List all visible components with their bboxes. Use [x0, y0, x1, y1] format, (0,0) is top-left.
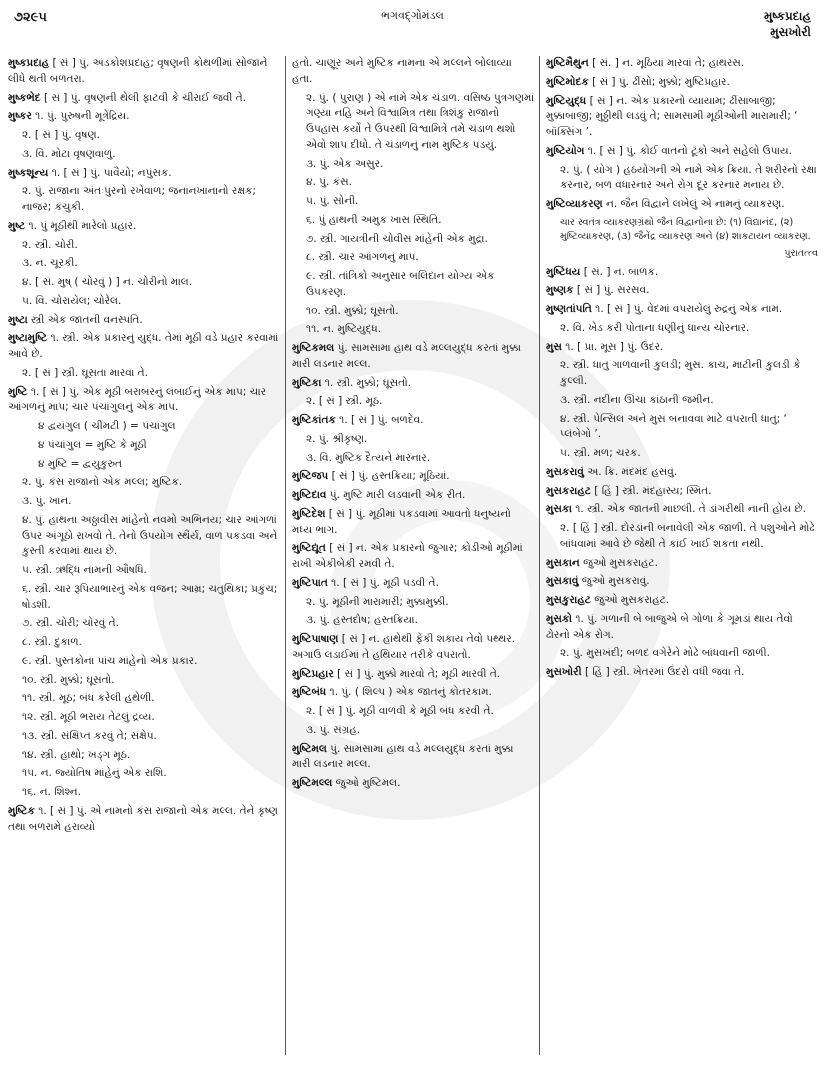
- entry-source: [546, 247, 818, 261]
- entry-headword: મુસખોરી: [546, 666, 582, 678]
- entry-sense: [546, 646, 818, 662]
- entry-sense: [8, 635, 280, 651]
- entry-headword: મુષ્કર: [8, 110, 32, 123]
- entry-definition: ૪. [ સં. મુષ્ ( ચોરવું ) ] ન. ચોરીનો માલ.: [22, 276, 193, 288]
- entry-sense: [8, 419, 280, 435]
- entry-headword: મુસકાન: [546, 556, 580, 569]
- entry-headword: મુસકરાહટ: [546, 484, 591, 497]
- dictionary-entry: [546, 302, 818, 318]
- entry-sense: [8, 710, 280, 726]
- entry-headword: મુષ્ટિયુદ્ધ: [546, 94, 587, 107]
- entry-definition: ૧૦. સ્ત્રી. મુક્કો; ઘૂસતો.: [22, 673, 115, 686]
- dictionary-entry: [546, 75, 818, 91]
- entry-headword: મુષ્ટિદ્યૂત: [292, 542, 326, 555]
- dictionary-entry: [8, 91, 280, 107]
- entry-definition: ૨. પું. મુસખંદી; બળદ વગેરેને મોઢે બાંધવાની જાળી.: [560, 647, 770, 660]
- entry-sense: [546, 163, 818, 195]
- entry-definition: ૮. સ્ત્રી. ચાર આંગળનું માપ.: [306, 251, 419, 264]
- entry-definition: ૧૧. સ્ત્રી. મૂઠ; બંધ કરેલી હથેળી.: [22, 692, 155, 705]
- entry-definition: ૩. વિ. મુષ્ટિક દૈત્યને મારનાર.: [306, 451, 431, 464]
- entry-headword: મુષ્ણક: [546, 284, 574, 297]
- dictionary-entry: [8, 385, 280, 417]
- dictionary-entry: [546, 283, 818, 299]
- dictionary-entry: [546, 265, 818, 281]
- entry-definition: [ સં ] પું. અંડકોશપ્રદાહ; વૃષણની કોથળીમાં સોજાને લીધે થતી બળતરા.: [8, 57, 268, 85]
- dictionary-entry: [546, 340, 818, 356]
- entry-definition: ૧. સ્ત્રી. મુક્કો; ઘૂસતો.: [324, 376, 412, 389]
- dictionary-entry: [546, 465, 818, 481]
- entry-headword: મુષ્ટિમોદક: [546, 75, 589, 88]
- entry-sense: [8, 582, 280, 614]
- dictionary-entry: [8, 331, 280, 363]
- dictionary-entry: [546, 484, 818, 500]
- entry-definition: [ સં ] પું. મૂઠીમાં પકડવામાં આવતો ધનુષ્યનો મધ્ય ભાગ.: [292, 507, 511, 536]
- entry-sense: [8, 748, 280, 764]
- entry-definition: ૩. પું. એક અસુર.: [306, 157, 384, 170]
- entry-definition: ૧. પું મૂઠીથી મારેલો પ્રહાર.: [28, 219, 137, 232]
- entry-sense: [8, 563, 280, 579]
- entry-sense: [8, 513, 280, 560]
- entry-sense: [292, 704, 534, 720]
- entry-definition: ૨. પું. ( યોગ ) હઠયોગની એ નામે એક ક્રિયા. તે શરીરનો રક્ષા કરનાર, બળ વધારનાર અને રોગ દૂર કરનાર મનાય છે.: [560, 163, 817, 192]
- entry-definition: ૨. [ સં ] પું. મૂઠી વાળવી કે મૂઠી બંધ કરવી તે.: [306, 705, 494, 717]
- entry-headword: મુષ્ટિવ્યાકરણ: [546, 198, 603, 210]
- entry-definition: ૩. પું. હસ્તદોષ; હસ્તક્રિયા.: [306, 614, 418, 627]
- entry-definition: [ સં ] ન. એક પ્રકારનો જુગાર; કોડીઓ મૂઠીમાં રાખી એકીબેકી રમવી તે.: [292, 542, 523, 570]
- entry-sense: [292, 613, 534, 629]
- dictionary-entry: [292, 742, 534, 774]
- entry-definition: ૪. પું. કંસ.: [306, 176, 352, 189]
- entry-sense: [8, 691, 280, 707]
- entry-sense: [292, 322, 534, 338]
- dictionary-entry: [292, 507, 534, 539]
- entry-headword: મુષ્ટિપ્રહાર: [292, 667, 334, 680]
- entry-definition: [ સં ] ન. હાથેથી ફેંકી શકાય તેવો પથ્થર. અગાઉ લડાઈમાં તે હથિયાર તરીકે વપરાતો.: [292, 633, 516, 661]
- entry-sense: [292, 269, 534, 301]
- entry-sense: [292, 250, 534, 266]
- dictionary-entry: [292, 376, 534, 392]
- entry-definition: ૫. સ્ત્રી. મળ; ચરક.: [560, 447, 641, 459]
- entry-definition: [ સં ] પું. વૃષણની થેલી ફાટવી કે ચીરાઈ જવી તે.: [44, 91, 247, 104]
- column-1: [8, 56, 280, 1061]
- entry-sense: [546, 412, 818, 444]
- entry-definition: [ સં ] પું. હસ્તક્રિયા; મૂઠિયાં.: [331, 470, 450, 483]
- entry-sense: [8, 654, 280, 670]
- entry-definition: ચાર સ્વતંત્ર વ્યાકરણગ્રંથો જૈન વિદ્વાનોના છે: (૧) વિદ્યાનંદ, (૨) મુષ્ટિવ્યાકરણ, (૩) જૈનેંદ્ર વ્યાકરણ અને (૪) શાકટાયન વ્યાકરણ.: [560, 216, 811, 242]
- entry-definition: ૯. સ્ત્રી. તાંત્રિકો અનુસાર બલિદાન યોગ્ય એક ઉપકરણ.: [306, 270, 495, 298]
- column-divider: [285, 56, 286, 1055]
- entry-sense: [292, 232, 534, 248]
- entry-headword: મુષ્ટામુષ્ટિ: [8, 332, 48, 345]
- entry-definition: પું. સામસામા હાથ વડે મલ્લયુદ્ધ કરતાં મુક્કા મારી લડનાર મલ્લ.: [292, 742, 514, 771]
- entry-definition: ૧. પું. ( શિલ્પ ) એક જાતનું કોતરકામ.: [329, 686, 492, 699]
- entry-definition: ૨. પું. ( પુરાણ ) એ નામે એક ચંડાળ. વસિષ્ઠ પુત્રગણમાં ગણ્યા નહિ અને વિશ્વામિત્ર તથા ત્રિશંકુ રાજાનો ઉપહાસ કર્યો તે ઉપરથી વિશ્વામિત્રે તમે ચંડાળ થશો એવો શાપ દીધો. તે ચંડાળનું નામ મુષ્ટિક પડયું.: [306, 91, 534, 151]
- entry-definition: [ સં ] પું. ઢીંસો; મુક્કો; મુષ્ટિપ્રહાર.: [592, 75, 730, 88]
- page-number: ૭૨૯૫: [14, 10, 47, 25]
- entry-headword: મુષ્ટિપાત: [292, 576, 328, 589]
- entry-headword: મુષ્ટિમૈથુન: [546, 57, 589, 69]
- entry-sense: [292, 432, 534, 448]
- dictionary-entry: [292, 576, 534, 592]
- entry-definition: ૧. [ સં ] પું. વેદમાં વપરાયેલું રુદ્રનું એક નામ.: [595, 303, 783, 315]
- entry-sense: [292, 175, 534, 191]
- entry-sense: [8, 766, 280, 782]
- entry-definition: જુઓ મુસકરાવું.: [581, 575, 650, 588]
- entry-definition: ૯. સ્ત્રી. પુસ્તકોના પાંચ માંહેનો એક પ્રકાર.: [22, 654, 198, 667]
- entry-definition: ૧. [ સં ] પું. પાવૈયો; નપુંસક.: [51, 166, 172, 179]
- entry-sense: [8, 438, 280, 454]
- entry-sense: [292, 213, 534, 229]
- entry-definition: ૨. [ હિં ] સ્ત્રી. દોરડાંની બનાવેલી એક જાળી. તે પશુઓને મોઢે બાંધવામાં આવે છે જેથી તે કાંઈ ખાઈ શકતા નથી.: [560, 522, 815, 550]
- entry-note: [546, 216, 818, 245]
- entry-definition: ૨. [ સં ] સ્ત્રી. મૂઠ.: [306, 395, 383, 408]
- entry-definition: ૧. સ્ત્રી. એક પ્રકારનું યુદ્ધ. તેમાં મૂઠી વડે પ્રહાર કરવામાં આવે છે.: [8, 332, 279, 360]
- entry-sense: [8, 475, 280, 491]
- column-3: [546, 56, 818, 1061]
- entry-headword: મુષ્ટિજપ: [292, 470, 329, 483]
- dictionary-entry: [8, 166, 280, 182]
- dictionary-entry: [292, 341, 534, 373]
- entry-headword: મુષ્કશૂન્ય: [8, 166, 49, 179]
- entry-definition: ૭. સ્ત્રી. ગાયત્રીની ચોવીસ માંહેની એક મુદ્રા.: [306, 232, 488, 245]
- entry-definition: ૧૨. સ્ત્રી. મૂઠી ભરાય તેટલું દ્રવ્ય.: [22, 711, 155, 723]
- dictionary-entry: [292, 667, 534, 683]
- entry-headword: મુષ્ટિપાષાણ: [292, 633, 339, 645]
- entry-sense: [546, 393, 818, 409]
- entry-sense: [292, 304, 534, 320]
- column-divider: [539, 56, 540, 1055]
- page-header: [14, 8, 811, 44]
- entry-sense: [8, 256, 280, 272]
- entry-definition: [ સં ] પું. મુક્કો મારવો તે; મૂઠી મારવી તે.: [337, 667, 501, 680]
- column-2: [292, 56, 534, 1061]
- entry-definition: સ્ત્રી એક જાતની વનસ્પતિ.: [31, 313, 143, 326]
- entry-definition: ૩. ન. ચૂરકી.: [22, 257, 78, 270]
- entry-definition: ૧૫. ન. જ્યોતિષ માંહેનું એક રાશિ.: [22, 767, 167, 780]
- dictionary-entry: [546, 144, 818, 160]
- entry-definition: ૪ દ્વયંગુલ ( ચીમટી ) = પંચાંગુલ: [38, 420, 176, 432]
- entry-sense: [8, 729, 280, 745]
- entry-definition: ૧. [ પ્રા. મૂસ ] પું. ઉંદર.: [565, 340, 664, 353]
- entry-sense: [8, 673, 280, 689]
- entry-sense: [546, 358, 818, 390]
- running-title: ભગવદ્ગોમંડલ: [381, 9, 444, 22]
- entry-definition: ૧૦. સ્ત્રી. મુક્કો; ઘૂસતો.: [306, 304, 399, 317]
- entry-headword: મુસકરાવું: [546, 465, 584, 478]
- entry-sense: [292, 194, 534, 210]
- entry-headword: મુષ્કપ્રદાહ: [8, 57, 50, 69]
- dictionary-entry: [546, 94, 818, 141]
- entry-sense: [8, 128, 280, 144]
- guide-word-bottom: મુસખોરી: [770, 25, 811, 40]
- dictionary-entry: [546, 593, 818, 609]
- entry-definition: ૨. [ સં ] સ્ત્રી. ઘૂસતા મારવા તે.: [22, 366, 148, 379]
- entry-sense: [8, 457, 280, 473]
- entry-headword: મુસકો: [546, 612, 572, 625]
- dictionary-entry: [546, 502, 818, 518]
- dictionary-entry: [546, 574, 818, 590]
- entry-headword: મુષ્ટિબંધ: [292, 686, 327, 699]
- entry-definition: ૬. પું હાથની અમુક ખાસ સ્થિતિ.: [306, 213, 442, 226]
- dictionary-entry: [546, 197, 818, 213]
- entry-definition: ૭. સ્ત્રી. ચોરી; ચોરવું તે.: [22, 617, 119, 630]
- entry-sense: [8, 184, 280, 216]
- entry-definition: ૮. સ્ત્રી. દુકાળ.: [22, 636, 82, 648]
- entry-headword: મુષ્ટિ: [8, 385, 28, 398]
- dictionary-entry: [546, 612, 818, 644]
- dictionary-entry: [546, 56, 818, 72]
- entry-headword: મુસ: [546, 340, 562, 353]
- entry-sense: [292, 595, 534, 611]
- entry-sense: [8, 785, 280, 801]
- entry-definition: ૨. પું. કંસ રાજાનો એક મલ્લ; મુષ્ટિક.: [22, 476, 183, 489]
- entry-headword: મુષ્ટિદેશ: [292, 507, 326, 520]
- entry-definition: ૫. સ્ત્રી. ઋદ્ધિ નામની ઔષધિ.: [22, 564, 147, 576]
- entry-definition: ૨. વિ. ખેડ કરી પોતાના ધણીનું ધાન્ય ચોરનાર.: [560, 321, 750, 334]
- entry-sense: [8, 366, 280, 382]
- entry-definition: ૨. સ્ત્રી. ધાતુ ગાળવાની કુલડી; મુસ. કાચ, માટીની કુલડી કે કુલ્લી.: [560, 359, 801, 387]
- entry-definition: ૩. વિ. મોટા વૃષણવાળું.: [22, 147, 116, 160]
- entry-definition: [ હિં ] સ્ત્રી. ખેતરમાં ઉંદરો વધી જવા તે.: [584, 666, 745, 678]
- entry-definition: ૬. સ્ત્રી. ચાર રૂપિયાભારનું એક વજન; આમ્ર; ચતુથિકા; પ્રકુંચ; ષોડશી.: [22, 582, 278, 611]
- entry-sense: [8, 616, 280, 632]
- dictionary-entry: [292, 488, 534, 504]
- entry-headword: મુષ્ટિમલ: [292, 742, 327, 755]
- entry-headword: મુષ્ટિમલ્લ: [292, 777, 333, 789]
- dictionary-entry: [8, 109, 280, 125]
- entry-definition: ૧૪. સ્ત્રી. હાથો; ખડ્ગ મૂઠ.: [22, 748, 131, 761]
- dictionary-entry: [292, 469, 534, 485]
- entry-definition: જુઓ મુસકરાહટ.: [583, 556, 658, 569]
- entry-definition: પુરાતત્ત્વ: [784, 248, 818, 260]
- dictionary-entry: [8, 56, 280, 88]
- entry-definition: ૧. [ સં ] પું. બળદેવ.: [339, 414, 424, 426]
- entry-headword: મુષ્કભેદ: [8, 91, 41, 104]
- dictionary-entry: [8, 804, 280, 836]
- entry-sense: [546, 446, 818, 462]
- entry-definition: જુઓ મુસકરાહટ.: [594, 594, 670, 606]
- entry-definition: ૨. સ્ત્રી. ચોરી.: [22, 238, 78, 251]
- entry-headword: મુષ્ટિદાવ: [292, 489, 327, 501]
- entry-definition: ૪. સ્ત્રી. પેન્સિલ અને મુસ બનાવવા માટે વપરાતી ધાતુ; ‘ પ્લંબેગો ’.: [560, 412, 787, 441]
- entry-headword: મુષ્ટિકાંતક: [292, 414, 336, 426]
- entry-definition: ૨. પું. મૂઠીની મારામારી; મુક્કામુક્કી.: [306, 595, 449, 608]
- entry-definition: પું. સામસામા હાથ વડે મલ્લયુદ્ધ કરતાં મુક્કા મારી લડનાર મલ્લ.: [292, 342, 521, 370]
- entry-headword: મુષ્ટ: [8, 219, 26, 232]
- entry-sense: [292, 56, 534, 88]
- entry-definition: ૧૧. ન. મુષ્ટિયુદ્ધ.: [306, 323, 382, 336]
- dictionary-entry: [292, 541, 534, 573]
- entry-sense: [292, 394, 534, 410]
- entry-definition: જુઓ મુષ્ટિમલ.: [335, 777, 401, 789]
- entry-definition: ૨. પું. રાજાના અંતઃપુરનો રખેવાળ; જનાનખાનાનો રક્ષક; નાજર; કંચુકી.: [22, 185, 256, 213]
- entry-definition: પું. મુષ્ટિ મારી લડવાની એક રીત.: [329, 489, 466, 501]
- entry-definition: ૪ મુષ્ટિ = દ્વયુકુરુત: [38, 457, 122, 470]
- entry-definition: ૨. [ સં ] પું. વૃષણ.: [22, 129, 100, 141]
- entry-definition: અ. ક્રિ. મંદમંદ હસવું.: [587, 465, 678, 478]
- entry-sense: [292, 157, 534, 173]
- entry-headword: મુષ્ટા: [8, 313, 28, 326]
- dictionary-entry: [546, 665, 818, 681]
- entry-definition: ૧. [ સં ] પું. મૂઠી પડવી તે.: [331, 576, 439, 589]
- entry-sense: [8, 147, 280, 163]
- entry-headword: મુસકુરાહટ: [546, 594, 591, 606]
- entry-definition: ૧૩. સ્ત્રી. સંક્ષિપ્ત કરવું તે; સંક્ષેપ.: [22, 729, 157, 742]
- entry-definition: ૧. [ સં ] પું. એ નામનો કંસ રાજાનો એક મલ્લ. તેને કૃષ્ણ તથા બળરામે હરાવ્યો: [8, 804, 278, 833]
- entry-definition: ૩. પું. ખાન.: [22, 495, 72, 507]
- dictionary-entry: [546, 556, 818, 572]
- entry-definition: ૫. વિ. ચોરાયેલ; ચોરેલ.: [22, 294, 122, 307]
- entry-definition: [ સં. ] ન. મૂઠિયાં મારવાં તે; હાથરસ.: [592, 57, 745, 69]
- entry-sense: [8, 238, 280, 254]
- entry-definition: [ સં ] પું. સરસવ.: [576, 284, 650, 297]
- dictionary-entry: [292, 413, 534, 429]
- dictionary-entry: [8, 313, 280, 329]
- entry-definition: ૧. પું. ગળાની બે બાજુએ બે ગોળા કે ગૂમડાં થાય તેવો ઢોરનો એક રોગ.: [546, 612, 793, 641]
- entry-sense: [8, 294, 280, 310]
- entry-definition: ૫. પું. સોની.: [306, 195, 359, 207]
- entry-sense: [546, 321, 818, 337]
- entry-headword: મુષ્ટિયોગ: [546, 144, 585, 157]
- entry-definition: ૩. પું. સંગ્રહ.: [306, 723, 361, 736]
- entry-headword: મુષ્ટિંધય: [546, 265, 581, 278]
- entry-definition: ૪ પંચાંગુલ = મુષ્ટિ કે મૂઠી: [38, 438, 147, 451]
- entry-definition: ૩. સ્ત્રી. નદીના ઊંચા કાંઠાની જમીન.: [560, 393, 714, 406]
- dictionary-entry: [292, 776, 534, 792]
- guide-word-top: મુષ્કપ્રદાહ: [764, 9, 811, 23]
- entry-headword: મુષ્ટિકમલ: [292, 342, 335, 354]
- entry-definition: ૨. પું. શ્રીકૃષ્ણ.: [306, 432, 368, 445]
- dictionary-entry: [292, 685, 534, 701]
- entry-sense: [292, 91, 534, 154]
- entry-sense: [8, 275, 280, 291]
- entry-definition: [ હિં ] સ્ત્રી. મંદહાસ્ય; સ્મિત.: [594, 484, 712, 497]
- guide-words: [764, 8, 811, 40]
- entry-sense: [292, 723, 534, 739]
- entry-definition: [ સં. ] ન. બાળક.: [583, 265, 659, 278]
- entry-headword: મુસકાવું: [546, 575, 579, 588]
- entry-definition: ૧૬. ન. શિશ્ન.: [22, 786, 81, 798]
- entry-headword: મુષ્ટિક: [8, 804, 35, 817]
- entry-definition: ૧. [ સં ] પું. એક મૂઠી બરાબરનું લંબાઈનું એક માપ; ચાર આંગળનું માપ; ચાર પંચાંગુલનું એક માપ.: [8, 385, 267, 414]
- dictionary-entry: [292, 632, 534, 664]
- entry-definition: ન. જૈન વિદ્વાને લખેલું એ નામનું વ્યાકરણ.: [606, 198, 785, 210]
- entry-definition: ૧. પું. પુરુષની મૂત્રેંદ્રિય.: [35, 110, 130, 123]
- entry-sense: [292, 451, 534, 467]
- entry-sense: [546, 521, 818, 553]
- entry-definition: ૧. [ સં ] પું. કોઈ વાતનો ટૂંકો અને સહેલો ઉપાય.: [587, 144, 792, 157]
- entry-definition: [ સં ] ન. એક પ્રકારનો વ્યાયામ; ઢીંસાબાજી; મુક્કાબાજી; મુઠ્ઠીથી લડવું તે; સામસામી મૂઠીઓની મારામારી; ‘ બૉક્સિંગ ’.: [546, 94, 798, 138]
- entry-definition: ૪. પું. હાથના અઠ્ઠાવીસ માંહેનો નવમો અભિનય; ચાર આંગળાં ઉપર અંગૂઠો રાખવો તે. તેનો ઉપયોગ સ્થૈર્ય, વાળ પકડવા અને કુસ્તી કરવામાં થાય છે.: [22, 513, 278, 558]
- entry-sense: [8, 494, 280, 510]
- dictionary-entry: [8, 219, 280, 235]
- entry-headword: મુસકા: [546, 503, 572, 516]
- entry-definition: ૧. સ્ત્રી. એક જાતની માછલી. તે ડાંગરીથી નાની હોય છે.: [575, 503, 806, 516]
- entry-definition: હતો. ચાણૂર અને મુષ્ટિક નામના એ મલ્લને બોલાવ્યા હતા.: [292, 57, 512, 85]
- entry-headword: મુષ્ણતાંપતિ: [546, 303, 592, 315]
- entry-headword: મુષ્ટિકા: [292, 376, 322, 389]
